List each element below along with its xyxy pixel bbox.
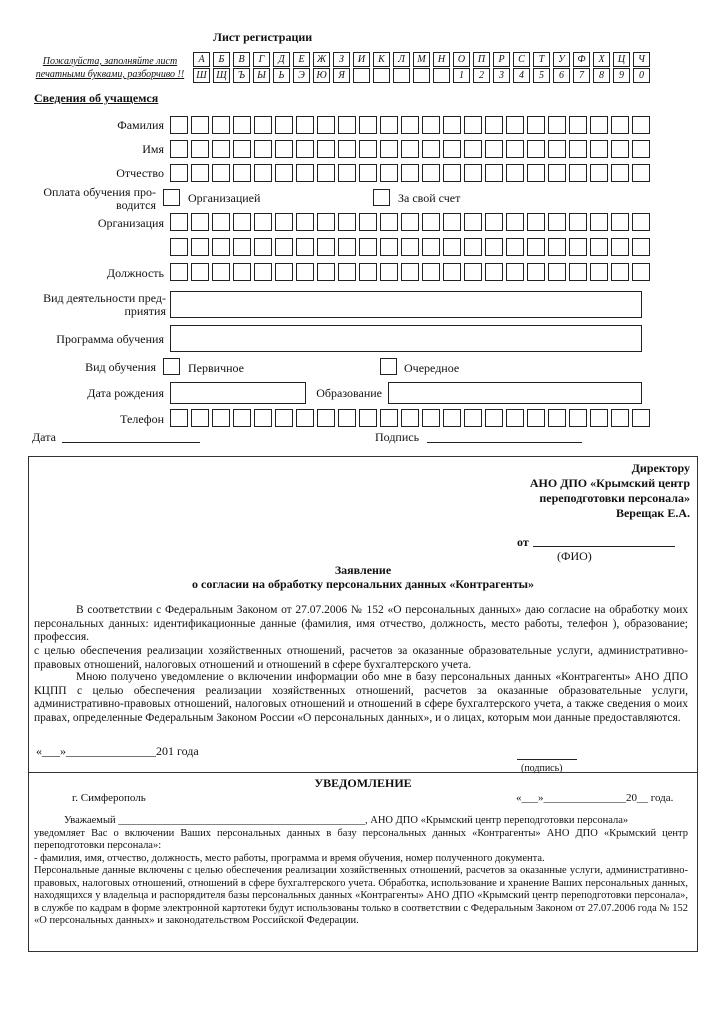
char-box[interactable] (338, 140, 356, 158)
char-box[interactable] (191, 213, 209, 231)
fill-hint: Пожалуйста, заполняйте лист печатными буквами, разборчиво !! (35, 56, 185, 80)
char-box[interactable] (212, 213, 230, 231)
char-box[interactable] (527, 164, 545, 182)
organization-boxes-2[interactable] (170, 238, 653, 256)
education-label: Образование (316, 386, 382, 400)
alphabet-cell: Ф (573, 52, 590, 67)
char-box[interactable] (506, 140, 524, 158)
char-box[interactable] (632, 263, 650, 281)
char-box[interactable] (485, 238, 503, 256)
date-line[interactable] (62, 442, 200, 443)
alphabet-cell: Э (293, 68, 310, 83)
alphabet-cell: Ц (613, 52, 630, 67)
char-box[interactable] (191, 238, 209, 256)
char-box[interactable] (590, 116, 608, 134)
addressee-block (420, 461, 690, 521)
alphabet-cell: 4 (513, 68, 530, 83)
alphabet-cell: С (513, 52, 530, 67)
organization-label: Организация (97, 216, 164, 230)
char-box[interactable] (527, 238, 545, 256)
alphabet-cell: 6 (553, 68, 570, 83)
alphabet-cell: Х (593, 52, 610, 67)
char-box[interactable] (359, 238, 377, 256)
char-box[interactable] (590, 263, 608, 281)
char-box[interactable] (191, 409, 209, 427)
char-box[interactable] (485, 263, 503, 281)
name-label: Имя (142, 142, 164, 156)
char-box[interactable] (422, 238, 440, 256)
char-box[interactable] (233, 263, 251, 281)
char-box[interactable] (569, 263, 587, 281)
char-box[interactable] (191, 263, 209, 281)
notice-date[interactable]: «___»_______________20__ года. (516, 792, 674, 804)
char-box[interactable] (632, 238, 650, 256)
alphabet-cell: Б (213, 52, 230, 67)
char-box[interactable] (485, 116, 503, 134)
char-box[interactable] (548, 238, 566, 256)
study-type-label: Вид обучения (85, 360, 156, 374)
char-box[interactable] (569, 164, 587, 182)
page-title: Лист регистрации (213, 30, 313, 44)
statement-subtitle: о согласии на обработку персональних данных «Контрагенты» (192, 577, 534, 591)
char-box[interactable] (212, 238, 230, 256)
payment-label: Оплата обучения про-водится (43, 185, 156, 212)
alphabet-cell: Ь (273, 68, 290, 83)
char-box[interactable] (464, 238, 482, 256)
alphabet-cell (393, 68, 410, 83)
char-box[interactable] (359, 164, 377, 182)
notice-line-1: Уважаемый _______________________________________________, АНО ДПО «Крымский центр переподготовки персонала» (64, 815, 629, 826)
char-box[interactable] (254, 238, 272, 256)
char-box[interactable] (443, 409, 461, 427)
char-box[interactable] (590, 164, 608, 182)
char-box[interactable] (317, 238, 335, 256)
char-box[interactable] (296, 263, 314, 281)
char-box[interactable] (380, 213, 398, 231)
alphabet-sample (193, 52, 653, 84)
name-boxes[interactable] (170, 140, 653, 158)
alphabet-row-letters (193, 52, 653, 67)
alphabet-cell: Д (273, 52, 290, 67)
notice-line-4: Персональные данные включены с целью обеспечения реализации хозяйственных отношений, расчетов за оказанные услуги, административно-правовых, налоговых отношений, отношений в сфере бухгалтерского учета. Обработка, использование и хранение Ваших персональных данных, находящихся у владельца и распорядителя базы персональных данных «Контрагенты» АНО ДПО «Крымский центр переподготовки персонала», в службе по кадрам в форме электронной картотеки будут использованы только в соответствии с Федеральным Законом от 27.07.2006 года № 152 «О персональных данных» и законодательством Российской Федерации. (34, 865, 688, 926)
char-box[interactable] (380, 164, 398, 182)
char-box[interactable] (401, 140, 419, 158)
char-box[interactable] (569, 213, 587, 231)
char-box[interactable] (422, 263, 440, 281)
char-box[interactable] (569, 140, 587, 158)
alphabet-cell: 7 (573, 68, 590, 83)
fio-label: (ФИО) (557, 549, 592, 563)
char-box[interactable] (254, 263, 272, 281)
char-box[interactable] (191, 116, 209, 134)
addressee-line-4: Верещак Е.А. (615, 506, 690, 520)
char-box[interactable] (212, 164, 230, 182)
char-box[interactable] (422, 116, 440, 134)
alphabet-cell: А (193, 52, 210, 67)
char-box[interactable] (590, 140, 608, 158)
alphabet-cell (413, 68, 430, 83)
alphabet-cell: Н (433, 52, 450, 67)
pay-self-checkbox[interactable] (373, 189, 390, 206)
char-box[interactable] (443, 238, 461, 256)
char-box[interactable] (611, 409, 629, 427)
char-box[interactable] (338, 116, 356, 134)
char-box[interactable] (548, 140, 566, 158)
char-box[interactable] (548, 409, 566, 427)
signature-line[interactable] (427, 442, 582, 443)
alphabet-cell: Л (393, 52, 410, 67)
char-box[interactable] (401, 164, 419, 182)
char-box[interactable] (338, 263, 356, 281)
char-box[interactable] (296, 213, 314, 231)
char-box[interactable] (296, 409, 314, 427)
alphabet-cell: Ж (313, 52, 330, 67)
organization-boxes-1[interactable] (170, 213, 653, 231)
consent-paragraph-1: В соответствии с Федеральным Законом от 27.07.2006 № 152 «О персональных данных» даю согласие на обработку моих персональных данных: идентификационные данные (фамилия, имя отчество, должность, место работы, телефон ), образование; профессия. (34, 604, 688, 643)
char-box[interactable] (380, 263, 398, 281)
char-box[interactable] (590, 213, 608, 231)
char-box[interactable] (380, 116, 398, 134)
alphabet-cell: Ч (633, 52, 650, 67)
char-box[interactable] (464, 263, 482, 281)
char-box[interactable] (170, 409, 188, 427)
pay-org-label: Организацией (188, 191, 261, 205)
char-box[interactable] (233, 238, 251, 256)
addressee-line-1: Директору (631, 461, 690, 475)
char-box[interactable] (254, 116, 272, 134)
char-box[interactable] (548, 213, 566, 231)
char-box[interactable] (401, 116, 419, 134)
alphabet-cell: З (333, 52, 350, 67)
fio-line[interactable] (533, 546, 675, 547)
char-box[interactable] (485, 409, 503, 427)
notice-body (34, 815, 688, 928)
char-box[interactable] (275, 238, 293, 256)
alphabet-cell: У (553, 52, 570, 67)
char-box[interactable] (611, 213, 629, 231)
alphabet-cell: 9 (613, 68, 630, 83)
signature-label: Подпись (375, 430, 420, 444)
char-box[interactable] (317, 263, 335, 281)
char-box[interactable] (464, 409, 482, 427)
sign-line[interactable] (517, 759, 577, 760)
alphabet-cell: Ы (253, 68, 270, 83)
char-box[interactable] (464, 116, 482, 134)
char-box[interactable] (401, 263, 419, 281)
char-box[interactable] (485, 140, 503, 158)
char-box[interactable] (485, 164, 503, 182)
char-box[interactable] (170, 164, 188, 182)
char-box[interactable] (611, 140, 629, 158)
char-box[interactable] (359, 213, 377, 231)
char-box[interactable] (548, 116, 566, 134)
char-box[interactable] (338, 213, 356, 231)
char-box[interactable] (191, 140, 209, 158)
char-box[interactable] (170, 263, 188, 281)
char-box[interactable] (569, 116, 587, 134)
char-box[interactable] (527, 213, 545, 231)
char-box[interactable] (422, 164, 440, 182)
char-box[interactable] (632, 164, 650, 182)
char-box[interactable] (464, 164, 482, 182)
birth-date-label: Дата рождения (87, 386, 164, 400)
char-box[interactable] (212, 263, 230, 281)
char-box[interactable] (632, 409, 650, 427)
char-box[interactable] (548, 263, 566, 281)
char-box[interactable] (296, 140, 314, 158)
char-box[interactable] (275, 263, 293, 281)
char-box[interactable] (275, 213, 293, 231)
char-box[interactable] (380, 409, 398, 427)
char-box[interactable] (422, 140, 440, 158)
pay-self-label: За свой счет (398, 191, 461, 205)
char-box[interactable] (275, 409, 293, 427)
alphabet-cell: Ъ (233, 68, 250, 83)
char-box[interactable] (464, 213, 482, 231)
alphabet-cell: Р (493, 52, 510, 67)
alphabet-cell: Т (533, 52, 550, 67)
char-box[interactable] (338, 409, 356, 427)
char-box[interactable] (506, 238, 524, 256)
char-box[interactable] (254, 164, 272, 182)
program-field[interactable] (170, 325, 642, 352)
char-box[interactable] (212, 116, 230, 134)
alphabet-cell: Ш (193, 68, 210, 83)
char-box[interactable] (611, 164, 629, 182)
char-box[interactable] (170, 238, 188, 256)
notice-title: УВЕДОМЛЕНИЕ (314, 776, 412, 790)
char-box[interactable] (233, 409, 251, 427)
activity-field[interactable] (170, 291, 642, 318)
char-box[interactable] (611, 263, 629, 281)
char-box[interactable] (212, 409, 230, 427)
char-box[interactable] (359, 409, 377, 427)
char-box[interactable] (569, 238, 587, 256)
date-label: Дата (32, 430, 56, 444)
char-box[interactable] (485, 213, 503, 231)
char-box[interactable] (527, 116, 545, 134)
surname-boxes[interactable] (170, 116, 653, 134)
regular-checkbox[interactable] (380, 358, 397, 375)
char-box[interactable] (506, 116, 524, 134)
phone-boxes[interactable] (170, 409, 653, 427)
char-box[interactable] (506, 164, 524, 182)
char-box[interactable] (296, 164, 314, 182)
char-box[interactable] (275, 164, 293, 182)
char-box[interactable] (170, 140, 188, 158)
consent-paragraph-2: с целью обеспечения реализации хозяйственных отношений, расчетов за оказанные образовательные услуги, административно-правовых отношений, налоговых отношений и отношений в сфере бухгалтерского учета. (34, 645, 688, 671)
char-box[interactable] (590, 238, 608, 256)
alphabet-cell: П (473, 52, 490, 67)
char-box[interactable] (359, 116, 377, 134)
char-box[interactable] (632, 213, 650, 231)
alphabet-cell: Г (253, 52, 270, 67)
pay-org-checkbox[interactable] (163, 189, 180, 206)
regular-label: Очередное (404, 361, 460, 375)
alphabet-cell (353, 68, 370, 83)
statement-date[interactable]: «___»_______________201 года (36, 744, 199, 758)
alphabet-cell: В (233, 52, 250, 67)
char-box[interactable] (233, 116, 251, 134)
char-box[interactable] (233, 140, 251, 158)
char-box[interactable] (317, 164, 335, 182)
statement-title: Заявление (334, 563, 392, 577)
alphabet-cell: Щ (213, 68, 230, 83)
char-box[interactable] (401, 213, 419, 231)
char-box[interactable] (569, 409, 587, 427)
alphabet-cell: Я (333, 68, 350, 83)
char-box[interactable] (233, 213, 251, 231)
char-box[interactable] (401, 409, 419, 427)
char-box[interactable] (611, 238, 629, 256)
char-box[interactable] (443, 213, 461, 231)
char-box[interactable] (233, 164, 251, 182)
alphabet-cell: 8 (593, 68, 610, 83)
char-box[interactable] (254, 140, 272, 158)
patronymic-label: Отчество (116, 166, 164, 180)
char-box[interactable] (590, 409, 608, 427)
char-box[interactable] (275, 140, 293, 158)
char-box[interactable] (338, 238, 356, 256)
notice-divider (28, 772, 698, 773)
addressee-line-3: переподготовки персонала» (539, 491, 690, 505)
notice-city: г. Симферополь (72, 792, 146, 804)
char-box[interactable] (170, 116, 188, 134)
alphabet-cell: 0 (633, 68, 650, 83)
char-box[interactable] (632, 140, 650, 158)
char-box[interactable] (296, 116, 314, 134)
section-title: Сведения об учащемся (34, 91, 159, 105)
char-box[interactable] (443, 164, 461, 182)
char-box[interactable] (611, 116, 629, 134)
char-box[interactable] (443, 263, 461, 281)
char-box[interactable] (548, 164, 566, 182)
alphabet-cell (433, 68, 450, 83)
notice-line-3: - фамилия, имя, отчество, должность, место работы, программа и время обучения, номер полученного документа. (34, 852, 545, 864)
char-box[interactable] (632, 116, 650, 134)
char-box[interactable] (212, 140, 230, 158)
char-box[interactable] (254, 213, 272, 231)
char-box[interactable] (296, 238, 314, 256)
education-field[interactable] (388, 382, 642, 404)
addressee-line-2: АНО ДПО «Крымский центр (529, 476, 690, 490)
alphabet-cell: 1 (453, 68, 470, 83)
sign-label: (подпись) (521, 763, 563, 774)
char-box[interactable] (527, 409, 545, 427)
activity-label: Вид деятельности пред-приятия (43, 291, 166, 318)
alphabet-cell: М (413, 52, 430, 67)
alphabet-cell: И (353, 52, 370, 67)
char-box[interactable] (317, 213, 335, 231)
char-box[interactable] (191, 164, 209, 182)
consent-paragraph-3: Мною получено уведомление о включении информации обо мне в базу персональных данных «Контрагенты» АНО ДПО КЦПП с целью обеспечения реализации хозяйственных отношений, расчетов за оказанные образовательные услуги, административно-правовых отношений, налоговых отношений и отношений в сфере бухгалтерского учета, а также сведения о моих правах, определенные Федеральным Законом России «О персональных данных», и о лицах, которым мои данные предоставляются. (34, 671, 688, 724)
primary-checkbox[interactable] (163, 358, 180, 375)
char-box[interactable] (317, 116, 335, 134)
alphabet-row-digits (193, 68, 653, 83)
char-box[interactable] (506, 409, 524, 427)
char-box[interactable] (380, 238, 398, 256)
char-box[interactable] (464, 140, 482, 158)
char-box[interactable] (254, 409, 272, 427)
surname-label: Фамилия (117, 118, 164, 132)
alphabet-cell: О (453, 52, 470, 67)
alphabet-cell: 3 (493, 68, 510, 83)
char-box[interactable] (317, 409, 335, 427)
char-box[interactable] (359, 263, 377, 281)
char-box[interactable] (170, 213, 188, 231)
char-box[interactable] (359, 140, 377, 158)
char-box[interactable] (506, 263, 524, 281)
char-box[interactable] (317, 140, 335, 158)
program-label: Программа обучения (56, 332, 164, 346)
char-box[interactable] (338, 164, 356, 182)
primary-label: Первичное (188, 361, 245, 375)
char-box[interactable] (443, 140, 461, 158)
char-box[interactable] (401, 238, 419, 256)
char-box[interactable] (506, 213, 524, 231)
position-boxes[interactable] (170, 263, 653, 281)
char-box[interactable] (443, 116, 461, 134)
birth-date-field[interactable] (170, 382, 306, 404)
alphabet-cell: Е (293, 52, 310, 67)
char-box[interactable] (527, 263, 545, 281)
alphabet-cell: 5 (533, 68, 550, 83)
from-label: от (517, 535, 529, 549)
alphabet-cell: Ю (313, 68, 330, 83)
char-box[interactable] (422, 409, 440, 427)
alphabet-cell: К (373, 52, 390, 67)
alphabet-cell: 2 (473, 68, 490, 83)
notice-line-2: уведомляет Вас о включении Ваших персональных данных в базу персональных данных «Контрагенты» АНО ДПО «Крымский центр переподготовки персонала»: (34, 827, 688, 851)
char-box[interactable] (527, 140, 545, 158)
patronymic-boxes[interactable] (170, 164, 653, 182)
position-label: Должность (106, 266, 164, 280)
char-box[interactable] (380, 140, 398, 158)
char-box[interactable] (422, 213, 440, 231)
char-box[interactable] (275, 116, 293, 134)
alphabet-cell (373, 68, 390, 83)
phone-label: Телефон (120, 412, 164, 426)
